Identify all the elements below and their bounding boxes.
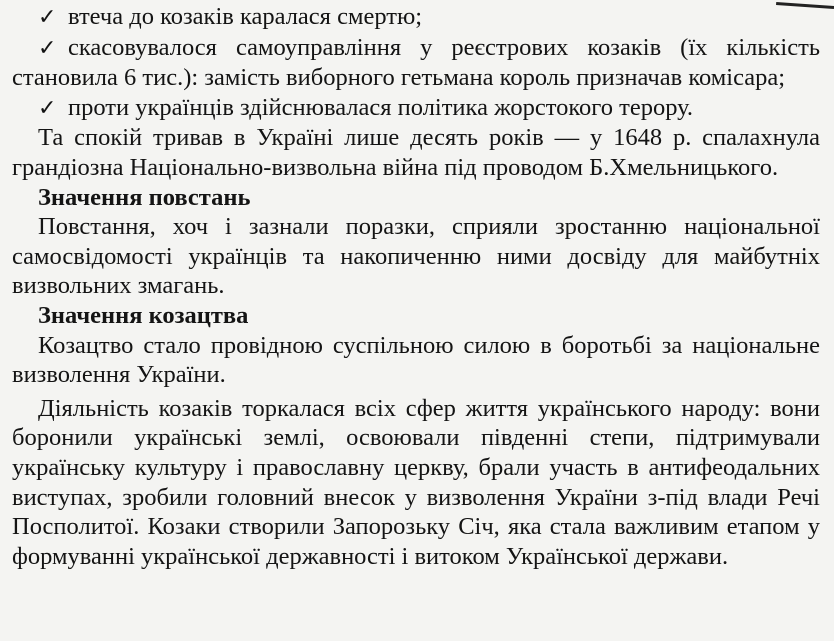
check-icon: ✓ (38, 35, 57, 61)
intro-paragraph: Та спокій тривав в Україні лише десять років — у 1648 р. спалахнула грандіозна Національно-визвольна війна під проводом Б.Хмельницького. (12, 124, 820, 181)
section-heading-cossacks: Значення козацтва (38, 301, 249, 329)
section-text-cossacks: Козацтво стало провідною суспільною силою в боротьбі за національне визволення України. (12, 331, 820, 389)
check-icon: ✓ (38, 5, 57, 30)
check-icon: ✓ (38, 95, 57, 121)
bullet-item-2: ✓ скасовувалося самоуправління у реєстрових козаків (їх кількість становила 6 тис.): замість виборного гетьмана король призначав комісара; (12, 33, 820, 92)
bullet-item-3: ✓ проти українців здійснювалася політика жорстокого терору. (12, 93, 820, 124)
section-heading-uprisings: Значення повстань (38, 183, 251, 211)
section-text-uprisings: Повстання, хоч і зазнали поразки, сприяли зростанню національної самосвідомості українців та накопиченню ними досвіду для майбутніх визвольних змагань. (12, 213, 820, 300)
bullet-item-1: ✓ втеча до козаків каралася смертю; (12, 2, 820, 33)
section-text-cossacks-activity: Діяльність козаків торкалася всіх сфер життя українського народу: вони боронили українські землі, освоювали південні степи, підтримували українську культуру і православну церкву, брали участь в антифеодальних виступах, зробили головний внесок у визволення України з-під влади Речі Посполитої. Козаки створили Запорозьку Січ, яка стала важливим етапом у формуванні української державності і витоком Української держави. (12, 394, 820, 570)
